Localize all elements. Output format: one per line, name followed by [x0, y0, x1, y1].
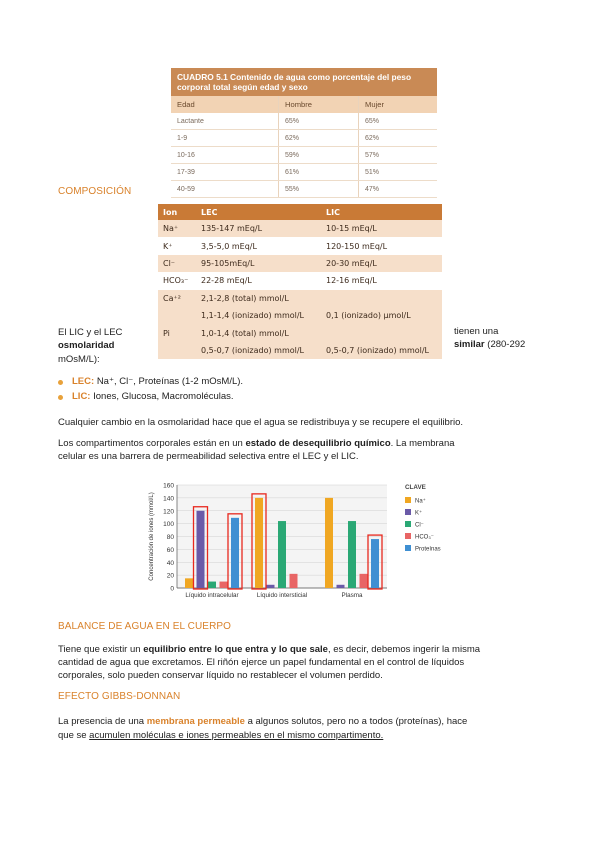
cell: 0,5-0,7 (ionizado) mmol/L: [196, 342, 321, 359]
bar: [267, 585, 275, 588]
category-label: Líquido intersticial: [256, 592, 308, 599]
text: que se: [58, 730, 87, 741]
cell: 40-59: [177, 185, 195, 193]
paragraph-gibbs-line2: [58, 729, 383, 742]
header-lic: LIC: [321, 204, 442, 220]
cell: 62%: [278, 130, 358, 146]
bullet-lic: [72, 391, 234, 402]
table-row: [158, 220, 442, 237]
bar: [208, 582, 216, 588]
legend-swatch: [405, 497, 411, 503]
composicion-heading: COMPOSICIÓN: [58, 186, 132, 197]
cell: 10-16: [177, 151, 195, 159]
ion-table-header: [158, 204, 442, 220]
bar: [325, 498, 333, 588]
text-underlined: acumulen moléculas e iones permeables en el mismo compartimento.: [89, 730, 384, 741]
cell: HCO₃⁻: [158, 272, 196, 289]
osmo-text-2: tienen una: [454, 326, 499, 337]
category-label: Líquido intracelular: [185, 592, 239, 599]
text: La presencia de una: [58, 716, 145, 727]
cell: [158, 342, 196, 359]
header-hombre: Hombre: [278, 96, 358, 113]
cell: 120-150 mEq/L: [321, 237, 442, 254]
text-bold: estado de desequilibrio químico: [245, 438, 391, 449]
cell: 0,5-0,7 (ionizado) mmol/L: [321, 342, 442, 359]
water-table-title: CUADRO 5.1 Contenido de agua como porcentaje del peso corporal total según edad y sexo: [171, 68, 437, 96]
cell: [321, 324, 442, 341]
cell: 22-28 mEq/L: [196, 272, 321, 289]
paragraph-balance-line1: [58, 643, 480, 656]
bullet-dot-icon: [58, 395, 63, 400]
bar: [185, 578, 193, 588]
paragraph-gibbs-line1: [58, 715, 467, 728]
table-row: [158, 342, 442, 359]
cell: 65%: [278, 113, 358, 129]
cell: 17-39: [177, 168, 195, 176]
osmo-range: (280-292: [487, 339, 526, 350]
text: Tiene que existir un: [58, 644, 141, 655]
paragraph-balance-line3: corporales, solo pueden conservar líquido no restablecer el volumen perdido.: [58, 670, 383, 681]
text: . La membrana: [390, 438, 455, 449]
y-tick-label: 160: [163, 482, 174, 490]
cell: 0,1 (ionizado) μmol/L: [321, 307, 442, 324]
cell: 57%: [358, 147, 437, 163]
bar: [278, 521, 286, 588]
paragraph-desequilibrio-line2: celular es una barrera de permeabilidad selectiva entre el LEC y el LIC.: [58, 451, 359, 462]
legend-swatch: [405, 533, 411, 539]
osmo-bold-osmolaridad: osmolaridad: [58, 340, 115, 351]
cell: 65%: [358, 113, 437, 129]
table-row: [171, 181, 437, 198]
bar: [348, 521, 356, 588]
bullet-text: Na⁺, Cl⁻, Proteínas (1-2 mOsM/L).: [96, 376, 244, 387]
cell: 61%: [278, 164, 358, 180]
cell: 10-15 mEq/L: [321, 220, 442, 237]
bar: [231, 518, 239, 588]
text-bold: equilibrio entre lo que entra y lo que sale: [143, 644, 328, 655]
paragraph-osmolaridad: Cualquier cambio en la osmolaridad hace que el agua se redistribuya y se recupere el equilibrio.: [58, 417, 464, 428]
water-table-header: [171, 96, 437, 113]
legend-label: Cl⁻: [415, 522, 424, 529]
ion-concentration-chart: [143, 477, 461, 603]
table-row: [158, 324, 442, 341]
legend-title: CLAVE: [405, 484, 426, 491]
header-edad: Edad: [177, 100, 195, 109]
osmo-text-units: mOsM/L):: [58, 354, 100, 365]
legend-label: Na⁺: [415, 498, 426, 505]
cell: 2,1-2,8 (total) mmol/L: [196, 290, 321, 307]
cell: Ca⁺²: [158, 290, 196, 307]
table-row: [158, 272, 442, 289]
cell: 51%: [358, 164, 437, 180]
bar: [337, 585, 345, 588]
osmo-text-1: El LIC y el LEC: [58, 327, 123, 338]
y-tick-label: 20: [166, 572, 174, 580]
bullet-label: LEC:: [72, 376, 95, 387]
osmo-similar-line: [454, 339, 525, 350]
cell: [321, 290, 442, 307]
cell: 47%: [358, 181, 437, 197]
table-row: [171, 113, 437, 130]
cell: Na⁺: [158, 220, 196, 237]
cell: [158, 307, 196, 324]
cell: 95-105mEq/L: [196, 255, 321, 272]
osmo-bold-similar: similar: [454, 339, 485, 350]
cell: 1-9: [177, 134, 188, 142]
gibbs-donnan-heading: EFECTO GIBBS-DONNAN: [58, 691, 181, 702]
header-ion: Ion: [158, 204, 196, 220]
cell: 3,5-5,0 mEq/L: [196, 237, 321, 254]
y-tick-label: 60: [166, 546, 174, 554]
table-row: [158, 255, 442, 272]
cell: 1,1-1,4 (ionizado) mmol/L: [196, 307, 321, 324]
bar: [220, 582, 228, 588]
y-tick-label: 140: [163, 495, 174, 503]
legend-label: K⁺: [415, 510, 423, 517]
balance-heading: BALANCE DE AGUA EN EL CUERPO: [58, 621, 232, 632]
category-label: Plasma: [341, 592, 363, 599]
water-content-table: [171, 68, 437, 198]
paragraph-balance-line2: cantidad de agua que excretamos. El riñón ejerce un papel fundamental en el control de líquidos: [58, 657, 465, 668]
bullet-lec: [72, 376, 243, 387]
legend-label: HCO₃⁻: [415, 534, 434, 541]
y-tick-label: 120: [163, 508, 174, 516]
cell: 20-30 mEq/L: [321, 255, 442, 272]
cell: 12-16 mEq/L: [321, 272, 442, 289]
cell: 59%: [278, 147, 358, 163]
legend-swatch: [405, 545, 411, 551]
cell: Lactante: [177, 117, 204, 125]
cell: 1,0-1,4 (total) mmol/L: [196, 324, 321, 341]
y-tick-label: 0: [170, 585, 174, 593]
legend-swatch: [405, 521, 411, 527]
table-row: [171, 130, 437, 147]
header-lec: LEC: [196, 204, 321, 220]
cell: Cl⁻: [158, 255, 196, 272]
cell: 55%: [278, 181, 358, 197]
y-tick-label: 40: [166, 559, 174, 567]
cell: Pi: [158, 324, 196, 341]
table-row: [171, 147, 437, 164]
bar: [371, 539, 379, 588]
table-row: [158, 307, 442, 324]
table-row: [158, 290, 442, 307]
table-row: [158, 237, 442, 254]
bar: [290, 574, 298, 588]
table-row: [171, 164, 437, 181]
y-tick-label: 100: [163, 521, 174, 529]
chart-legend: [405, 484, 441, 553]
text: a algunos solutos, pero no a todos (proteínas), hace: [247, 716, 468, 727]
y-tick-label: 80: [166, 534, 174, 541]
paragraph-desequilibrio-line1: [58, 437, 455, 450]
ion-concentration-table: [158, 204, 442, 359]
legend-swatch: [405, 509, 411, 515]
text: Los compartimentos corporales están en un: [58, 438, 243, 449]
legend-label: Proteínas: [415, 546, 441, 553]
bar: [255, 498, 263, 588]
text: , es decir, debemos ingerir la misma: [327, 644, 481, 655]
bar: [197, 511, 205, 588]
y-axis-label: Concentración de iones (mmol/L): [149, 492, 155, 581]
bar: [360, 574, 368, 588]
bullet-dot-icon: [58, 380, 63, 385]
cell: K⁺: [158, 237, 196, 254]
cell: 62%: [358, 130, 437, 146]
text-highlight: membrana permeable: [146, 716, 245, 727]
bullet-text: Iones, Glucosa, Macromoléculas.: [93, 391, 234, 402]
header-mujer: Mujer: [358, 96, 437, 113]
bullet-label: LIC:: [72, 391, 91, 402]
cell: 135-147 mEq/L: [196, 220, 321, 237]
